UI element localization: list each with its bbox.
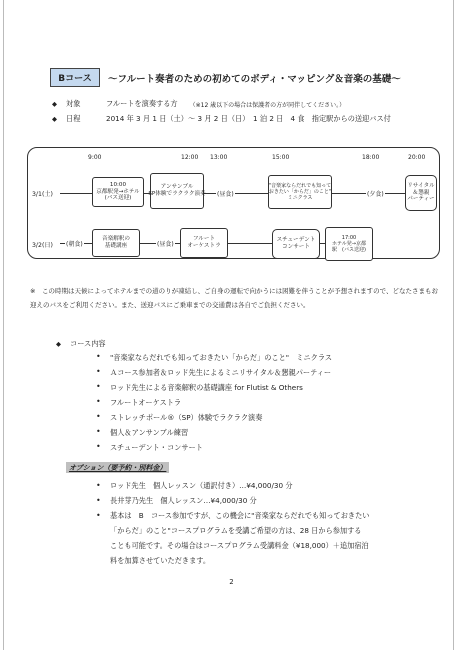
list-item: • ロッド先生による音楽解釈の基礎講座 for Flutist & Others xyxy=(96,383,332,398)
meal-label: (昼食) xyxy=(217,191,234,198)
event-box: リサイタル ＆懇親 パーティー xyxy=(405,175,437,211)
diamond-bullet-icon: ◆ xyxy=(52,115,57,123)
list-item: • スチューデント・コンサート xyxy=(96,443,332,458)
list-item: • 個人＆アンサンブル練習 xyxy=(96,428,332,443)
info-value: フルートを演奏する方 xyxy=(106,99,178,108)
meal-label: (朝食) xyxy=(66,241,83,248)
meal-label: (昼食) xyxy=(157,241,174,248)
option-text: • 基本は B コース参加ですが、この機会に"音楽家ならだれでも知っておきたい xyxy=(110,511,370,520)
time-label: 15:00 xyxy=(272,154,290,161)
list-item: • フルートオーケストラ xyxy=(96,398,332,413)
event-box: 10:00 京都駅発→ホテル (バス送迎) xyxy=(92,177,144,207)
meal-label: (夕食) xyxy=(367,191,384,198)
list-item: • Ａコース参加者＆ロッド先生によるミニリサイタル＆懇親パーティー xyxy=(96,368,332,383)
list-item xyxy=(96,508,369,568)
event-box: アンサンブル SP体験でラクラク演奏 xyxy=(150,173,204,209)
event-box: 音楽解釈の 基礎講座 xyxy=(92,229,140,257)
option-text-cont: 「からだ」のこと"コースプログラムを受講ご希望の方は、28 日から参加する xyxy=(110,526,362,535)
info-label: 日程 xyxy=(66,114,81,123)
contents-heading-text: コース内容 xyxy=(70,339,106,348)
time-label: 18:00 xyxy=(362,154,380,161)
course-badge: Bコース xyxy=(50,68,100,87)
info-row-schedule xyxy=(52,114,391,124)
diamond-bullet-icon: ◆ xyxy=(56,340,61,348)
options-list xyxy=(96,478,369,568)
time-label: 20:00 xyxy=(408,154,426,161)
contents-list xyxy=(96,353,332,458)
course-title-row xyxy=(50,68,401,87)
event-box: フルート オーケストラ xyxy=(180,228,228,258)
page-number: 2 xyxy=(229,578,234,586)
option-text: 長井芽乃先生 個人レッスン…¥4,000/30 分 xyxy=(110,496,257,505)
diamond-bullet-icon: ◆ xyxy=(52,100,57,108)
event-box: スチューデント コンサート xyxy=(272,229,320,259)
day-label: 3/2(日) xyxy=(32,242,53,249)
list-item xyxy=(96,493,369,508)
transport-note: ※ この時期は天候によってホテルまでの道のりが凍結し、ご自身の運転で向かうには困難を伴うことが予想されますので、どなたさまもお迎えのバスをご利用ください。また、送迎バスにご乗車までの交通費は各自でご負担ください。 xyxy=(30,287,438,309)
time-label: 12:00 xyxy=(181,154,199,161)
option-text-cont: ことも可能です。その場合はコースプログラム受講料金（¥18,000）＋追加宿泊 xyxy=(110,541,369,550)
day-label: 3/1(土) xyxy=(32,191,53,198)
info-label: 対象 xyxy=(66,99,81,108)
list-item: • "音楽家ならだれでも知っておきたい「からだ」のこと" ミニクラス xyxy=(96,353,332,368)
list-item: • ストレッチポール®（SP）体験でラクラク演奏 xyxy=(96,413,332,428)
event-box: 17:00 ホテル発→京都 駅 (バス送迎) xyxy=(325,227,373,261)
time-label: 9:00 xyxy=(88,154,102,161)
list-item xyxy=(96,478,369,493)
info-row-target xyxy=(52,99,345,109)
time-label: 13:00 xyxy=(210,154,228,161)
page-edge-left xyxy=(3,0,4,650)
option-text: ロッド先生 個人レッスン（通訳付き）…¥4,000/30 分 xyxy=(110,481,293,490)
options-title: オプション（要予約・別料金） xyxy=(66,462,169,473)
option-text-cont: 料を加算させていただきます。 xyxy=(110,556,211,565)
course-title: ～フルート奏者のための初めてのボディ・マッピング＆音楽の基礎～ xyxy=(108,73,401,85)
event-box: "音楽家ならだれでも知って おきたい「からだ」のこと" ミニクラス xyxy=(268,175,332,209)
info-note: （※12 歳以下の場合は保護者の方が同伴してください。） xyxy=(189,101,346,109)
contents-heading xyxy=(56,339,106,349)
page-edge-right xyxy=(453,0,454,650)
info-value: 2014 年 3 月 1 日（土）～ 3 月 2 日（日） 1 泊 2 日 4 食 指定駅からの送迎バス付 xyxy=(106,114,391,123)
